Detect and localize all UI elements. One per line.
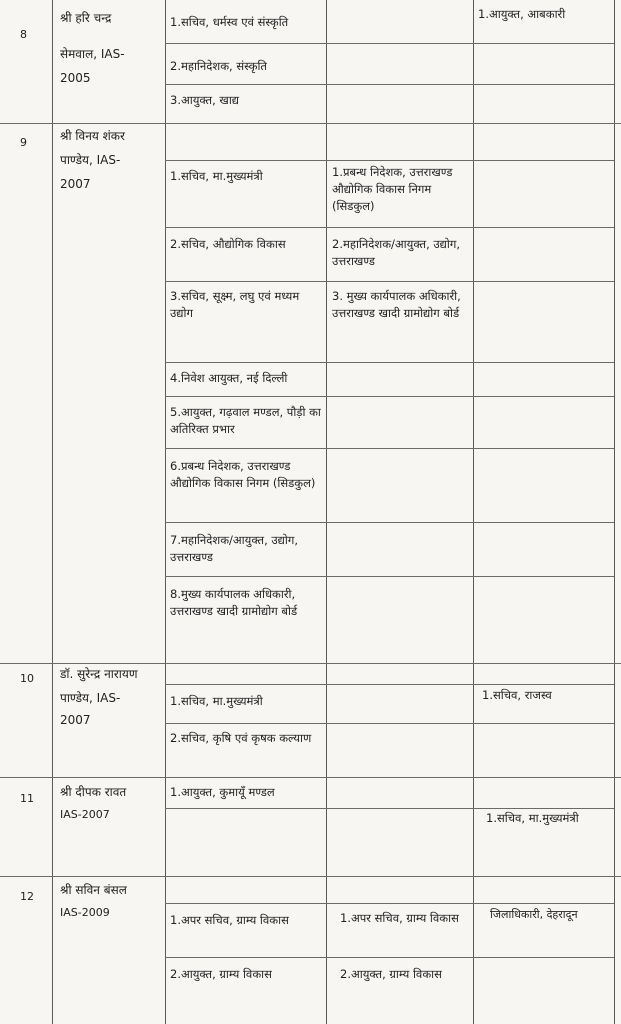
- subrow-separator: [165, 903, 614, 904]
- subrow-separator: [165, 396, 614, 397]
- subrow-separator: [165, 522, 614, 523]
- current-post: 1.सचिव, धर्मस्व एवं संस्कृति: [170, 15, 289, 29]
- current-post: 5.आयुक्त, गढ़वाल मण्डल, पौड़ी का अतिरिक्त प्रभार: [170, 405, 321, 436]
- officer-batch: 2007: [60, 177, 91, 191]
- subrow-separator: [165, 448, 614, 449]
- subrow-separator: [165, 576, 614, 577]
- current-post: 1.आयुक्त, कुमायूँ मण्डल: [170, 785, 275, 799]
- current-post: 1.सचिव, मा.मुख्यमंत्री: [170, 169, 263, 183]
- officer-batch: 2005: [60, 71, 91, 85]
- new-post: जिलाधिकारी, देहरादून: [490, 908, 578, 921]
- subrow-separator: [165, 723, 614, 724]
- serial-number: 12: [20, 890, 34, 903]
- officer-batch: IAS-2009: [60, 906, 110, 919]
- current-post: 2.आयुक्त, ग्राम्य विकास: [170, 967, 272, 981]
- proposed-post: 2.महानिदेशक/आयुक्त, उद्योग, उत्तराखण्ड: [332, 237, 461, 268]
- current-post: 7.महानिदेशक/आयुक्त, उद्योग, उत्तराखण्ड: [170, 533, 299, 564]
- column-rule: [473, 0, 474, 1024]
- proposed-post: 1.अपर सचिव, ग्राम्य विकास: [340, 911, 459, 925]
- serial-number: 8: [20, 28, 27, 41]
- serial-number: 11: [20, 792, 34, 805]
- column-rule: [326, 0, 327, 1024]
- subrow-separator: [165, 684, 614, 685]
- column-rule: [52, 0, 53, 1024]
- current-post: 3.आयुक्त, खाद्य: [170, 93, 240, 107]
- current-post: 3.सचिव, सूक्ष्म, लघु एवं मध्यम उद्योग: [170, 289, 300, 320]
- new-post: 1.आयुक्त, आबकारी: [478, 7, 566, 21]
- officer-name: श्री दीपक रावत: [60, 785, 127, 799]
- current-post: 6.प्रबन्ध निदेशक, उत्तराखण्ड औद्योगिक विकास निगम (सिडकुल): [170, 459, 316, 490]
- current-post: 4.निवेश आयुक्त, नई दिल्ली: [170, 371, 288, 385]
- officer-name: पाण्डेय, IAS-: [60, 691, 121, 705]
- subrow-separator: [165, 160, 614, 161]
- row-separator: [0, 663, 621, 664]
- subrow-separator: [165, 84, 614, 85]
- proposed-post: 2.आयुक्त, ग्राम्य विकास: [340, 967, 442, 981]
- subrow-separator: [165, 281, 614, 282]
- officer-name: श्री हरि चन्द्र: [60, 11, 112, 25]
- officer-name: पाण्डेय, IAS-: [60, 153, 121, 167]
- new-post: 1.सचिव, मा.मुख्यमंत्री: [486, 811, 579, 825]
- column-rule: [614, 0, 615, 1024]
- new-post: 1.सचिव, राजस्व: [482, 688, 552, 702]
- serial-number: 10: [20, 672, 34, 685]
- current-post: 2.सचिव, कृषि एवं कृषक कल्याण: [170, 731, 312, 745]
- proposed-post: 1.प्रबन्ध निदेशक, उत्तराखण्ड औद्योगिक विकास निगम (सिडकुल): [332, 165, 453, 213]
- serial-number: 9: [20, 136, 27, 149]
- subrow-separator: [165, 43, 614, 44]
- current-post: 2.सचिव, औद्योगिक विकास: [170, 237, 286, 251]
- row-separator: [0, 876, 621, 877]
- officer-batch: 2007: [60, 713, 91, 727]
- officer-name: डॉ. सुरेन्द्र नारायण: [60, 667, 138, 681]
- row-separator: [0, 123, 621, 124]
- column-rule: [165, 0, 166, 1024]
- current-post: 1.अपर सचिव, ग्राम्य विकास: [170, 913, 289, 927]
- current-post: 8.मुख्य कार्यपालक अधिकारी, उत्तराखण्ड खादी ग्रामोद्योग बोर्ड: [170, 587, 298, 618]
- current-post: 2.महानिदेशक, संस्कृति: [170, 59, 267, 73]
- subrow-separator: [165, 808, 614, 809]
- officer-name: श्री सविन बंसल: [60, 883, 127, 897]
- officer-name: सेमवाल, IAS-: [60, 47, 125, 61]
- proposed-post: 3. मुख्य कार्यपालक अधिकारी, उत्तराखण्ड खादी ग्रामोद्योग बोर्ड: [332, 289, 461, 320]
- subrow-separator: [165, 362, 614, 363]
- officer-name: श्री विनय शंकर: [60, 129, 125, 143]
- row-separator: [0, 777, 621, 778]
- subrow-separator: [165, 227, 614, 228]
- officer-batch: IAS-2007: [60, 808, 110, 821]
- subrow-separator: [165, 957, 614, 958]
- current-post: 1.सचिव, मा.मुख्यमंत्री: [170, 694, 263, 708]
